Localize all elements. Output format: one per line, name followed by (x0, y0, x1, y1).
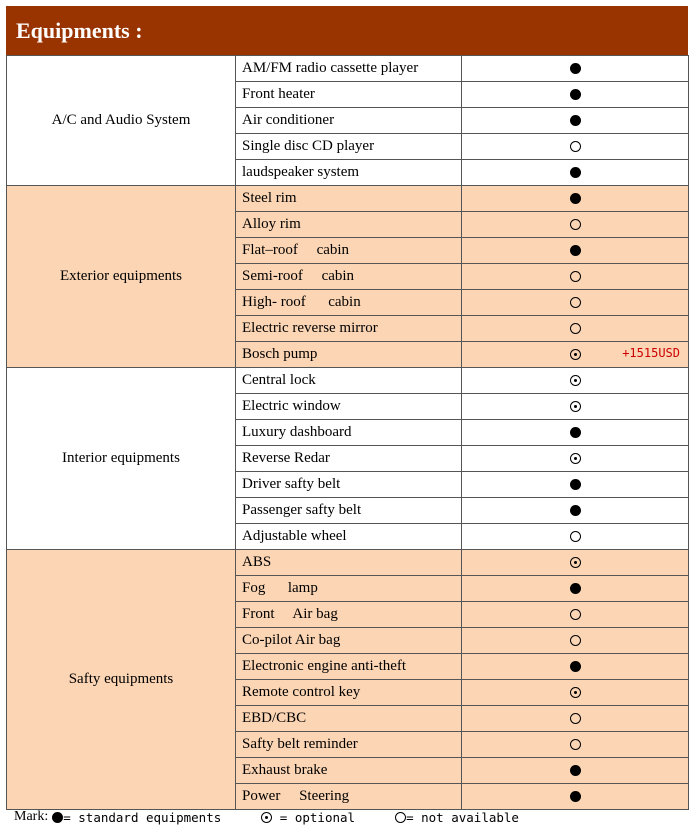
item-name: Flat–roof cabin (236, 238, 462, 264)
not-available-mark-icon (570, 609, 581, 620)
not-available-mark-icon (570, 739, 581, 750)
item-name: Electric window (236, 394, 462, 420)
not-available-mark-icon (570, 635, 581, 646)
item-name: Exhaust brake (236, 758, 462, 784)
item-name: laudspeaker system (236, 160, 462, 186)
item-name: AM/FM radio cassette player (236, 56, 462, 82)
item-name: Electronic engine anti-theft (236, 654, 462, 680)
standard-mark-icon (570, 63, 581, 74)
availability-cell (462, 446, 689, 472)
table-row (7, 550, 689, 576)
table-row (7, 186, 689, 212)
availability-cell (462, 160, 689, 186)
item-name: High- roof cabin (236, 290, 462, 316)
standard-mark-icon (570, 791, 581, 802)
item-name: Adjustable wheel (236, 524, 462, 550)
standard-mark-icon (570, 167, 581, 178)
item-name: EBD/CBC (236, 706, 462, 732)
availability-cell (462, 394, 689, 420)
item-name: Driver safty belt (236, 472, 462, 498)
not-available-mark-icon (570, 141, 581, 152)
standard-mark-icon (570, 505, 581, 516)
legend-label: Mark: (14, 809, 49, 824)
item-name: Power Steering (236, 784, 462, 810)
availability-cell (462, 706, 689, 732)
standard-mark-icon (570, 193, 581, 204)
not-available-mark-icon (570, 271, 581, 282)
availability-cell (462, 290, 689, 316)
availability-cell (462, 342, 689, 368)
standard-mark-icon (570, 245, 581, 256)
item-name: Front heater (236, 82, 462, 108)
standard-mark-icon (570, 583, 581, 594)
availability-cell (462, 732, 689, 758)
not-available-mark-icon (570, 323, 581, 334)
not-available-mark-icon (570, 531, 581, 542)
category-cell: Exterior equipments (7, 186, 236, 368)
item-name: Semi-roof cabin (236, 264, 462, 290)
item-name: Co-pilot Air bag (236, 628, 462, 654)
item-name: Safty belt reminder (236, 732, 462, 758)
not-available-mark-icon (395, 812, 406, 823)
availability-cell (462, 368, 689, 394)
availability-cell (462, 212, 689, 238)
availability-cell (462, 524, 689, 550)
standard-mark-icon (570, 89, 581, 100)
standard-mark-icon (570, 661, 581, 672)
availability-cell (462, 472, 689, 498)
item-name: Fog lamp (236, 576, 462, 602)
legend-optional-text: = optional (272, 809, 356, 825)
item-name: ABS (236, 550, 462, 576)
item-name: Bosch pump (236, 342, 462, 368)
item-name: Single disc CD player (236, 134, 462, 160)
item-name: Air conditioner (236, 108, 462, 134)
availability-cell (462, 316, 689, 342)
legend (14, 806, 684, 828)
availability-cell (462, 82, 689, 108)
not-available-mark-icon (570, 713, 581, 724)
availability-cell (462, 264, 689, 290)
item-name: Central lock (236, 368, 462, 394)
availability-cell (462, 186, 689, 212)
availability-cell (462, 56, 689, 82)
availability-cell (462, 134, 689, 160)
availability-cell (462, 108, 689, 134)
optional-mark-icon (261, 812, 272, 823)
optional-mark-icon (570, 687, 581, 698)
optional-mark-icon (570, 557, 581, 568)
standard-mark-icon (570, 765, 581, 776)
table-row (7, 368, 689, 394)
availability-cell (462, 576, 689, 602)
table-row (7, 56, 689, 82)
availability-cell (462, 420, 689, 446)
item-name: Passenger safty belt (236, 498, 462, 524)
availability-cell (462, 498, 689, 524)
item-name: Remote control key (236, 680, 462, 706)
standard-mark-icon (570, 479, 581, 490)
page-title: Equipments : (6, 6, 688, 55)
availability-cell (462, 238, 689, 264)
not-available-mark-icon (570, 297, 581, 308)
availability-cell (462, 628, 689, 654)
availability-cell (462, 680, 689, 706)
item-name: Reverse Redar (236, 446, 462, 472)
item-name: Luxury dashboard (236, 420, 462, 446)
item-name: Electric reverse mirror (236, 316, 462, 342)
category-cell: Interior equipments (7, 368, 236, 550)
optional-mark-icon (570, 401, 581, 412)
optional-mark-icon (570, 375, 581, 386)
legend-na-text: = not available (406, 809, 519, 825)
standard-mark-icon (52, 812, 63, 823)
legend-standard-text: = standard equipments (63, 809, 222, 825)
item-name: Front Air bag (236, 602, 462, 628)
not-available-mark-icon (570, 219, 581, 230)
category-cell: A/C and Audio System (7, 56, 236, 186)
item-name: Steel rim (236, 186, 462, 212)
standard-mark-icon (570, 115, 581, 126)
item-name: Alloy rim (236, 212, 462, 238)
availability-cell (462, 758, 689, 784)
equipment-table (6, 55, 689, 810)
availability-cell (462, 654, 689, 680)
optional-mark-icon (570, 453, 581, 464)
optional-mark-icon (570, 349, 581, 360)
standard-mark-icon (570, 427, 581, 438)
availability-cell (462, 602, 689, 628)
availability-cell (462, 550, 689, 576)
category-cell: Safty equipments (7, 550, 236, 810)
price-label: +1515USD (622, 346, 680, 360)
